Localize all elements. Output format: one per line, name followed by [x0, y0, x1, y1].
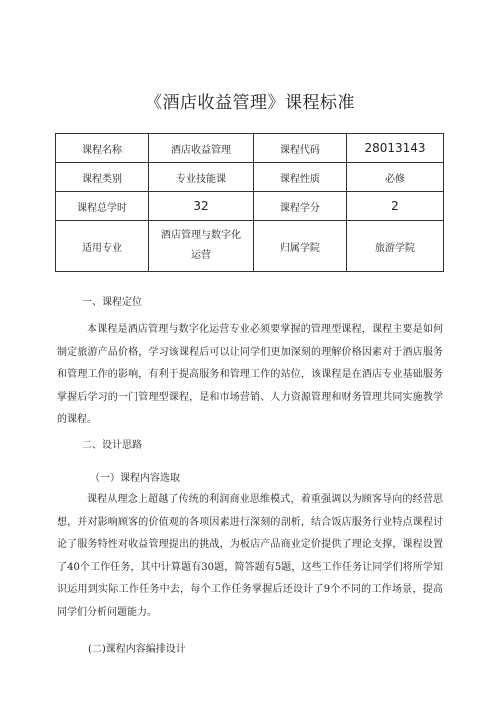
major-value-line1: 酒店管理与数字化	[160, 230, 241, 241]
course-info-table	[55, 133, 444, 272]
college-label: 归属学院	[253, 221, 346, 272]
section2-heading: 二、设计思路	[82, 440, 142, 451]
course-code-value: 28013143	[346, 134, 443, 163]
total-hours-label: 课程总学时	[56, 192, 149, 221]
course-nature-value: 必修	[346, 163, 443, 192]
college-value: 旅游学院	[346, 221, 443, 272]
major-label: 适用专业	[56, 221, 149, 272]
credits-label: 课程学分	[253, 192, 346, 221]
major-value-line2: 运营	[190, 250, 211, 261]
course-type-value: 专业技能课	[149, 163, 254, 192]
table-row	[56, 163, 444, 192]
subsection2-heading: (二)课程内容编排设计	[88, 644, 186, 655]
subsection1-heading: （一）课程内容选取	[90, 473, 180, 484]
section1-heading: 一、课程定位	[82, 297, 142, 308]
major-value	[149, 221, 254, 272]
section1-paragraph: 本课程是酒店管理与数字化运营专业必须要掌握的管理型课程，课程主要是如何制定旅游产品价格，学习该课程后可以让同学们更加深刻的理解价格因素对于酒店服务和管理工作的影响，有利于提高服务和管理工作的站位，该课程是在酒店专业基础服务掌握后学习的一门管理型课程，是和市场营销、人力资源管理和财务管理共同实施教学的课程。	[57, 324, 443, 425]
table-row	[56, 134, 444, 163]
document-title: 《酒店收益管理》课程标准	[145, 93, 355, 113]
total-hours-value: 32	[149, 192, 254, 221]
course-nature-label: 课程性质	[253, 163, 346, 192]
table-row	[56, 221, 444, 272]
credits-value: 2	[346, 192, 443, 221]
course-name-value: 酒店收益管理	[149, 134, 254, 163]
course-code-label: 课程代码	[253, 134, 346, 163]
course-name-label: 课程名称	[56, 134, 149, 163]
course-type-label: 课程类别	[56, 163, 149, 192]
table-row	[56, 192, 444, 221]
subsection1-paragraph: 课程从理念上超越了传统的利润商业思维模式，着重强调以为顾客导向的经营思想，并对影响顾客的价值观的各项因素进行深刻的剖析，结合饭店服务行业特点课程讨论了服务特性对收益管理提出的挑战，为板店产品商业定价提供了理论支撑，课程设置了40个工作任务，其中计算题有30题，简答题有5题，这些工作任务让同学们将所学知识运用到实际工作任务中去，每个工作任务掌握后还设计了9个不同的工作场景，提高同学们分析问题能力。	[57, 494, 443, 618]
